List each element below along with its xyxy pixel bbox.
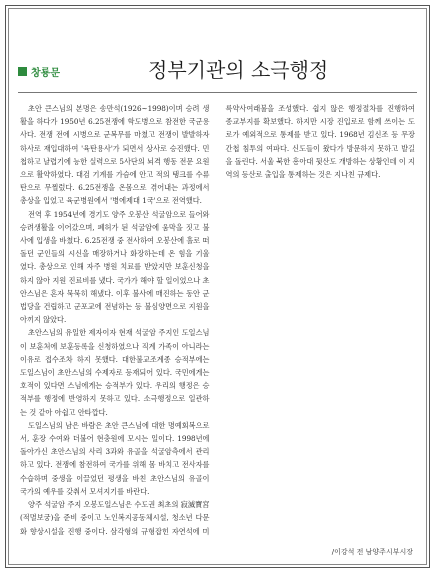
header-divider [18, 92, 417, 93]
byline [18, 64, 60, 79]
byline-name: 창룡문 [31, 68, 60, 79]
article-title: 정부기관의 소극행정 [148, 58, 329, 82]
article-frame [5, 5, 430, 568]
square-marker-icon [18, 67, 27, 76]
paragraph: 전역 후 1954년에 경기도 양주 오봉산 석굴암으로 들어와 승려생활을 이어갔으며, 폐허가 된 석굴암에 움막을 짓고 불사에 입생을 바쳤다. 6.25전쟁 중 전사하여 오봉산에 홀로 떠돌던 군인들의 시신을 매장하거나 화장하는데 온 힘을 기울였다. 총상으로 인해 자주 병원 치료를 받았지만 보훈신청을 하지 않아 지원 진료비를 냈다. 국가가 해야 할 일이었으나 초안스님은 혼자 묵묵히 해냈다. 이후 불사에 매진하는 동안 군법당을 건립하고 군포교에 전념하는 등 불심양면으로 지원을 아끼지 않았다. [20, 209, 210, 325]
article-header [18, 50, 417, 90]
paragraph: 양주 석굴암 주지 오봉도일스님은 수도권 최초의 寂滅寶宮(적멸보궁)을 준비 중이고 노인복지공동체시설, 청소년 다문화 향상시설을 진행 중이다. 삼각형의 규형잡힌 자연석에 미륵약사여래불을 조성했다. 쉽지 않은 행정절차를 진행하여 종교부지를 확보했다. 하지만 시장 진입로로 함께 쓰이는 도로가 예외적으로 통제를 받고 있다. 1968년 김신조 등 무장간첩 침투의 여파다. 신도들이 왔다가 방문하지 못하고 발길을 돌린다. 서울 북한 흥아대 뒷산도 개방하는 상황인데 이 지역의 등산로 출입을 통제하는 것은 지나친 규제다. [20, 104, 415, 536]
article-body [20, 102, 415, 541]
paragraph: 초안 큰스님의 본명은 송만석(1926~1998)이며 승려 생활을 하다가 1950년 6.25전쟁에 학도병으로 참전한 국군용사다. 전쟁 전에 시병으로 군복무를 마쳤고 전쟁이 발발하자 하사로 재입대하여 '육탄용사'가 되면서 상사로 승진했다. 민첩하고 날렵기에 능한 실력으로 5사단의 뇌격 행동 전문 요원으로 활약하였다. 대검 기계를 가슴에 안고 적의 탱크를 수류탄으로 무찔렀다. 6.25전쟁을 온몸으로 겪어내는 과정에서 총상을 입었고 육군병원에서 '병에제대 1국'으로 전역했다. [20, 104, 210, 206]
author-signature: /이강석 전 남양주시부시장 [331, 548, 413, 556]
paragraph: 도일스님의 남은 바람은 초안 큰스님에 대한 명예회복으로서, 훈장 수여와 더불어 현충원에 모시는 일이다. 1998년에 돌아가신 초안스님의 사리 3과와 유골을 석굴암측에서 관리하고 있다. 전쟁에 참전하여 국가를 위해 몸 바치고 전사자를 수습하며 중생을 이끌었던 평생을 바친 초안스님의 유골이 국가의 예우를 갖춰서 모셔지기를 바란다. [20, 420, 210, 496]
paragraph: 초안스님의 유일한 제자이자 현재 석굴암 주지인 도일스님이 보훈처에 보훈등록을 신청하였으나 직계 가족이 아니라는 이유로 접수조차 하지 못했다. 대한불교조계종 승적부에는 도일스님이 초안스님의 수제자로 등재되어 있다. 국민에게는 호적이 있다면 스님에게는 승적부가 있다. 우리의 행정은 승적부를 행정에 반영하지 못하고 있다. 소극행정으로 일관하는 것 같아 아쉽고 안타깝다. [20, 328, 210, 417]
